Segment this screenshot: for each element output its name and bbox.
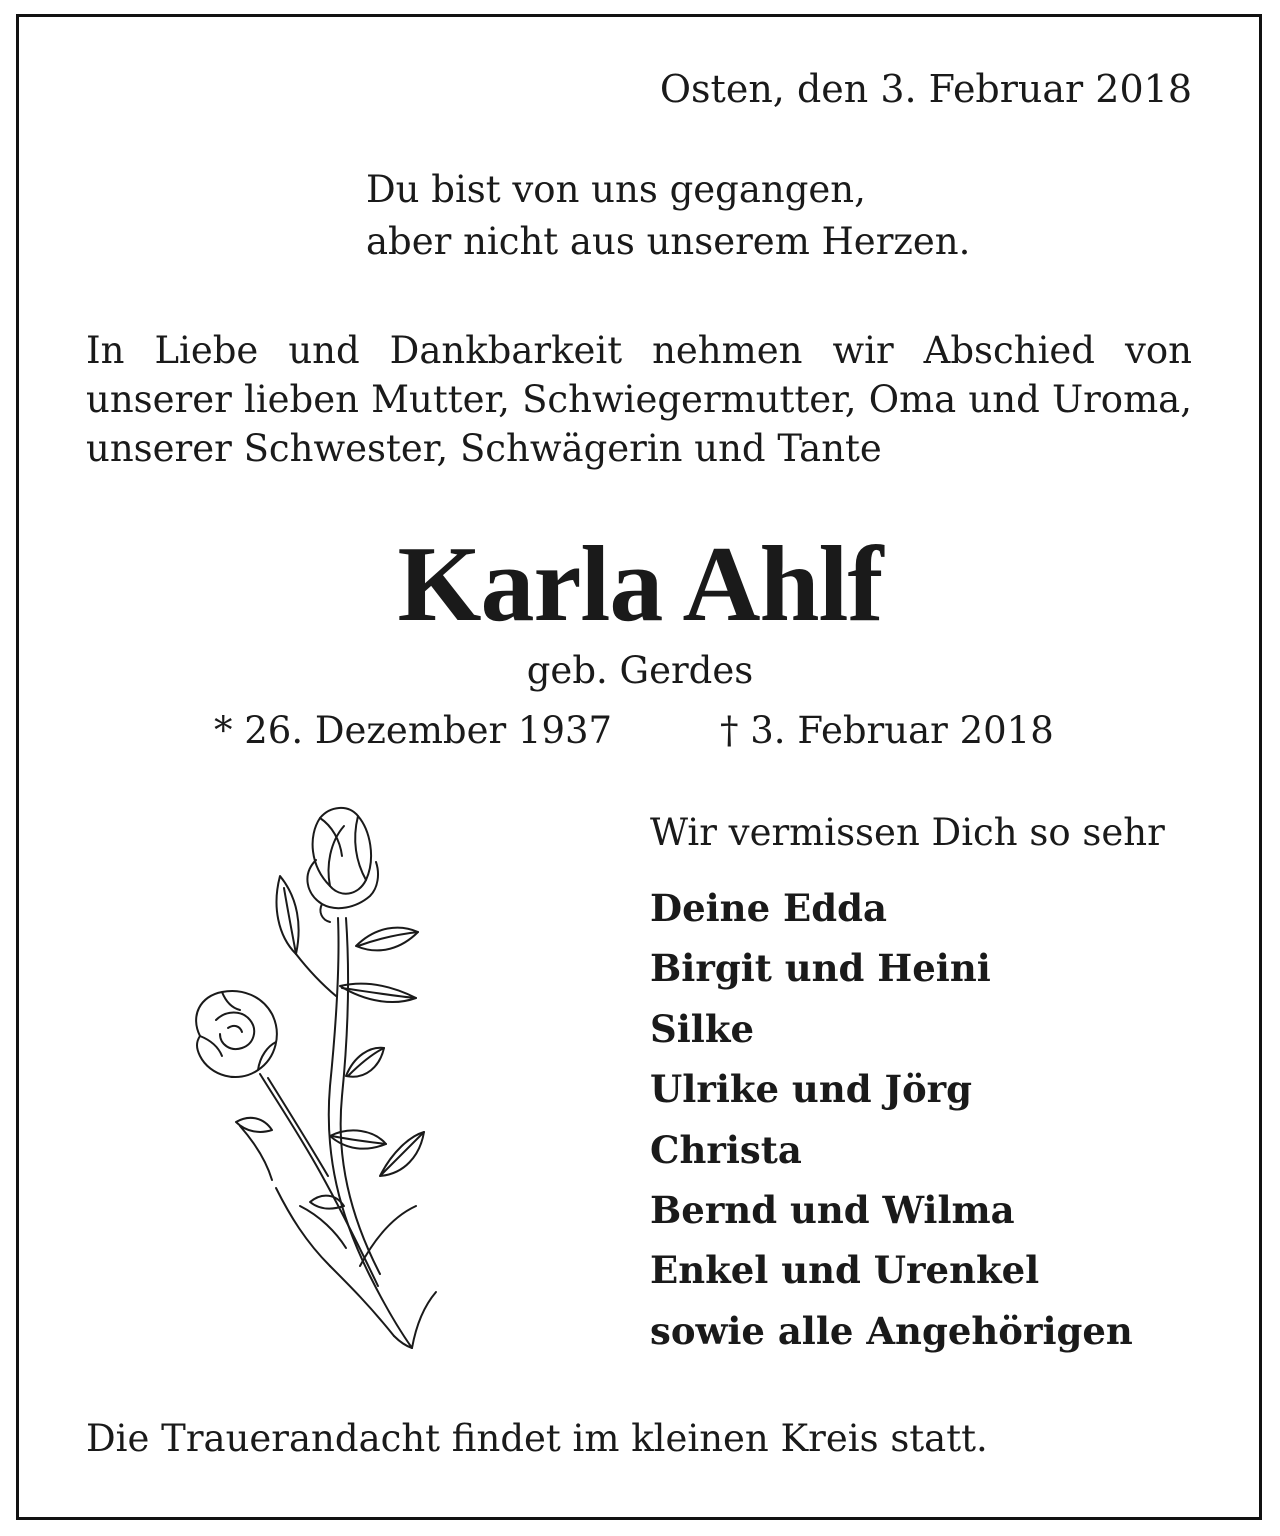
closing-note: Die Trauerandacht findet im kleinen Kreis statt.	[86, 1417, 988, 1460]
signer: sowie alle Angehörigen	[650, 1308, 1133, 1353]
poem-line-1: Du bist von uns gegangen,	[366, 168, 866, 211]
signer: Bernd und Wilma	[650, 1188, 1015, 1233]
signer: Enkel und Urenkel	[650, 1248, 1040, 1293]
signer: Ulrike und Jörg	[650, 1067, 973, 1112]
signer: Silke	[650, 1006, 755, 1051]
death-date: † 3. Februar 2018	[720, 709, 1054, 752]
farewell-line: Wir vermissen Dich so sehr	[650, 811, 1165, 854]
poem-line-2: aber nicht aus unserem Herzen.	[366, 220, 971, 263]
intro-text: In Liebe und Dankbarkeit nehmen wir Abschied von unserer lieben Mutter, Schwiegermutter, Oma und Uroma, unserer Schwester, Schwägerin und Tante	[86, 329, 1192, 470]
maiden-name: geb. Gerdes	[526, 649, 754, 692]
signer: Christa	[650, 1127, 802, 1172]
place-date: Osten, den 3. Februar 2018	[659, 67, 1192, 111]
rose-line-drawing-icon	[180, 796, 460, 1356]
signer: Birgit und Heini	[650, 946, 991, 991]
signer: Deine Edda	[650, 886, 887, 930]
poem	[366, 164, 970, 268]
deceased-name: Karla Ahlf	[397, 525, 883, 644]
signers-list	[650, 878, 1133, 1361]
birth-date: * 26. Dezember 1937	[214, 709, 613, 752]
